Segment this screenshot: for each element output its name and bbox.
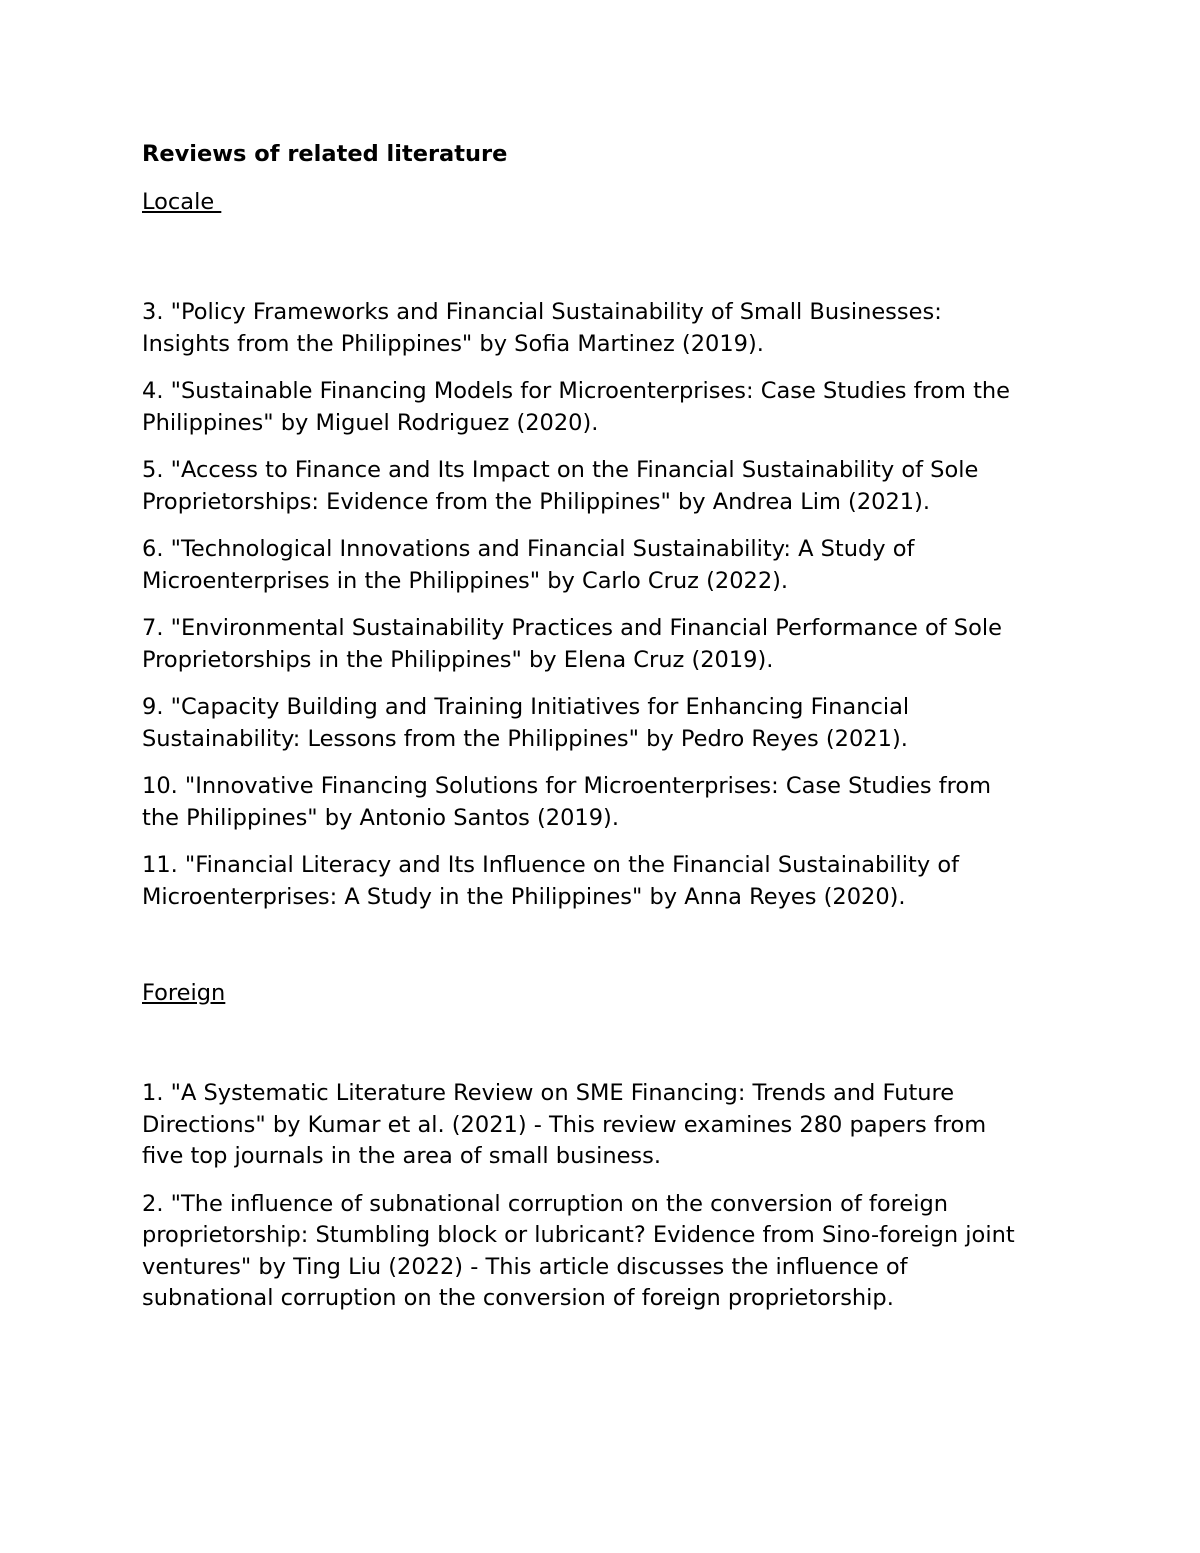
- document-title: Reviews of related literature: [142, 141, 508, 167]
- reference-item: 2. "The influence of subnational corruption on the conversion of foreign proprietorship: Stumbling block or lubricant? Evidence from Sino-foreign joint ventures" by Ting Liu (2022) - This article discusses the influence of subnational corruption on the conversion of foreign proprietorship.: [142, 1190, 1015, 1311]
- locale-reference-list: [142, 297, 1067, 913]
- reference-item: 1. "A Systematic Literature Review on SME Financing: Trends and Future Directions" by Kumar et al. (2021) - This review examines 280 papers from five top journals in the area of small business.: [142, 1080, 987, 1169]
- document-page: [142, 138, 1067, 1315]
- section-heading-foreign: Foreign: [142, 980, 226, 1006]
- foreign-reference-list: [142, 1078, 1067, 1315]
- reference-item: 7. "Environmental Sustainability Practices and Financial Performance of Sole Proprietorships in the Philippines" by Elena Cruz (2019).: [142, 615, 1002, 673]
- reference-item: 6. "Technological Innovations and Financial Sustainability: A Study of Microenterprises in the Philippines" by Carlo Cruz (2022).: [142, 536, 915, 594]
- section-heading-locale: Locale: [142, 189, 222, 215]
- reference-item: 11. "Financial Literacy and Its Influence on the Financial Sustainability of Microenterprises: A Study in the Philippines" by Anna Reyes (2020).: [142, 852, 960, 910]
- reference-item: 9. "Capacity Building and Training Initiatives for Enhancing Financial Sustainability: Lessons from the Philippines" by Pedro Reyes (2021).: [142, 694, 910, 752]
- reference-item: 3. "Policy Frameworks and Financial Sustainability of Small Businesses: Insights from the Philippines" by Sofia Martinez (2019).: [142, 299, 942, 357]
- reference-item: 4. "Sustainable Financing Models for Microenterprises: Case Studies from the Philippines" by Miguel Rodriguez (2020).: [142, 378, 1011, 436]
- reference-item: 10. "Innovative Financing Solutions for Microenterprises: Case Studies from the Philippines" by Antonio Santos (2019).: [142, 773, 992, 831]
- reference-item: 5. "Access to Finance and Its Impact on the Financial Sustainability of Sole Proprietorships: Evidence from the Philippines" by Andrea Lim (2021).: [142, 457, 979, 515]
